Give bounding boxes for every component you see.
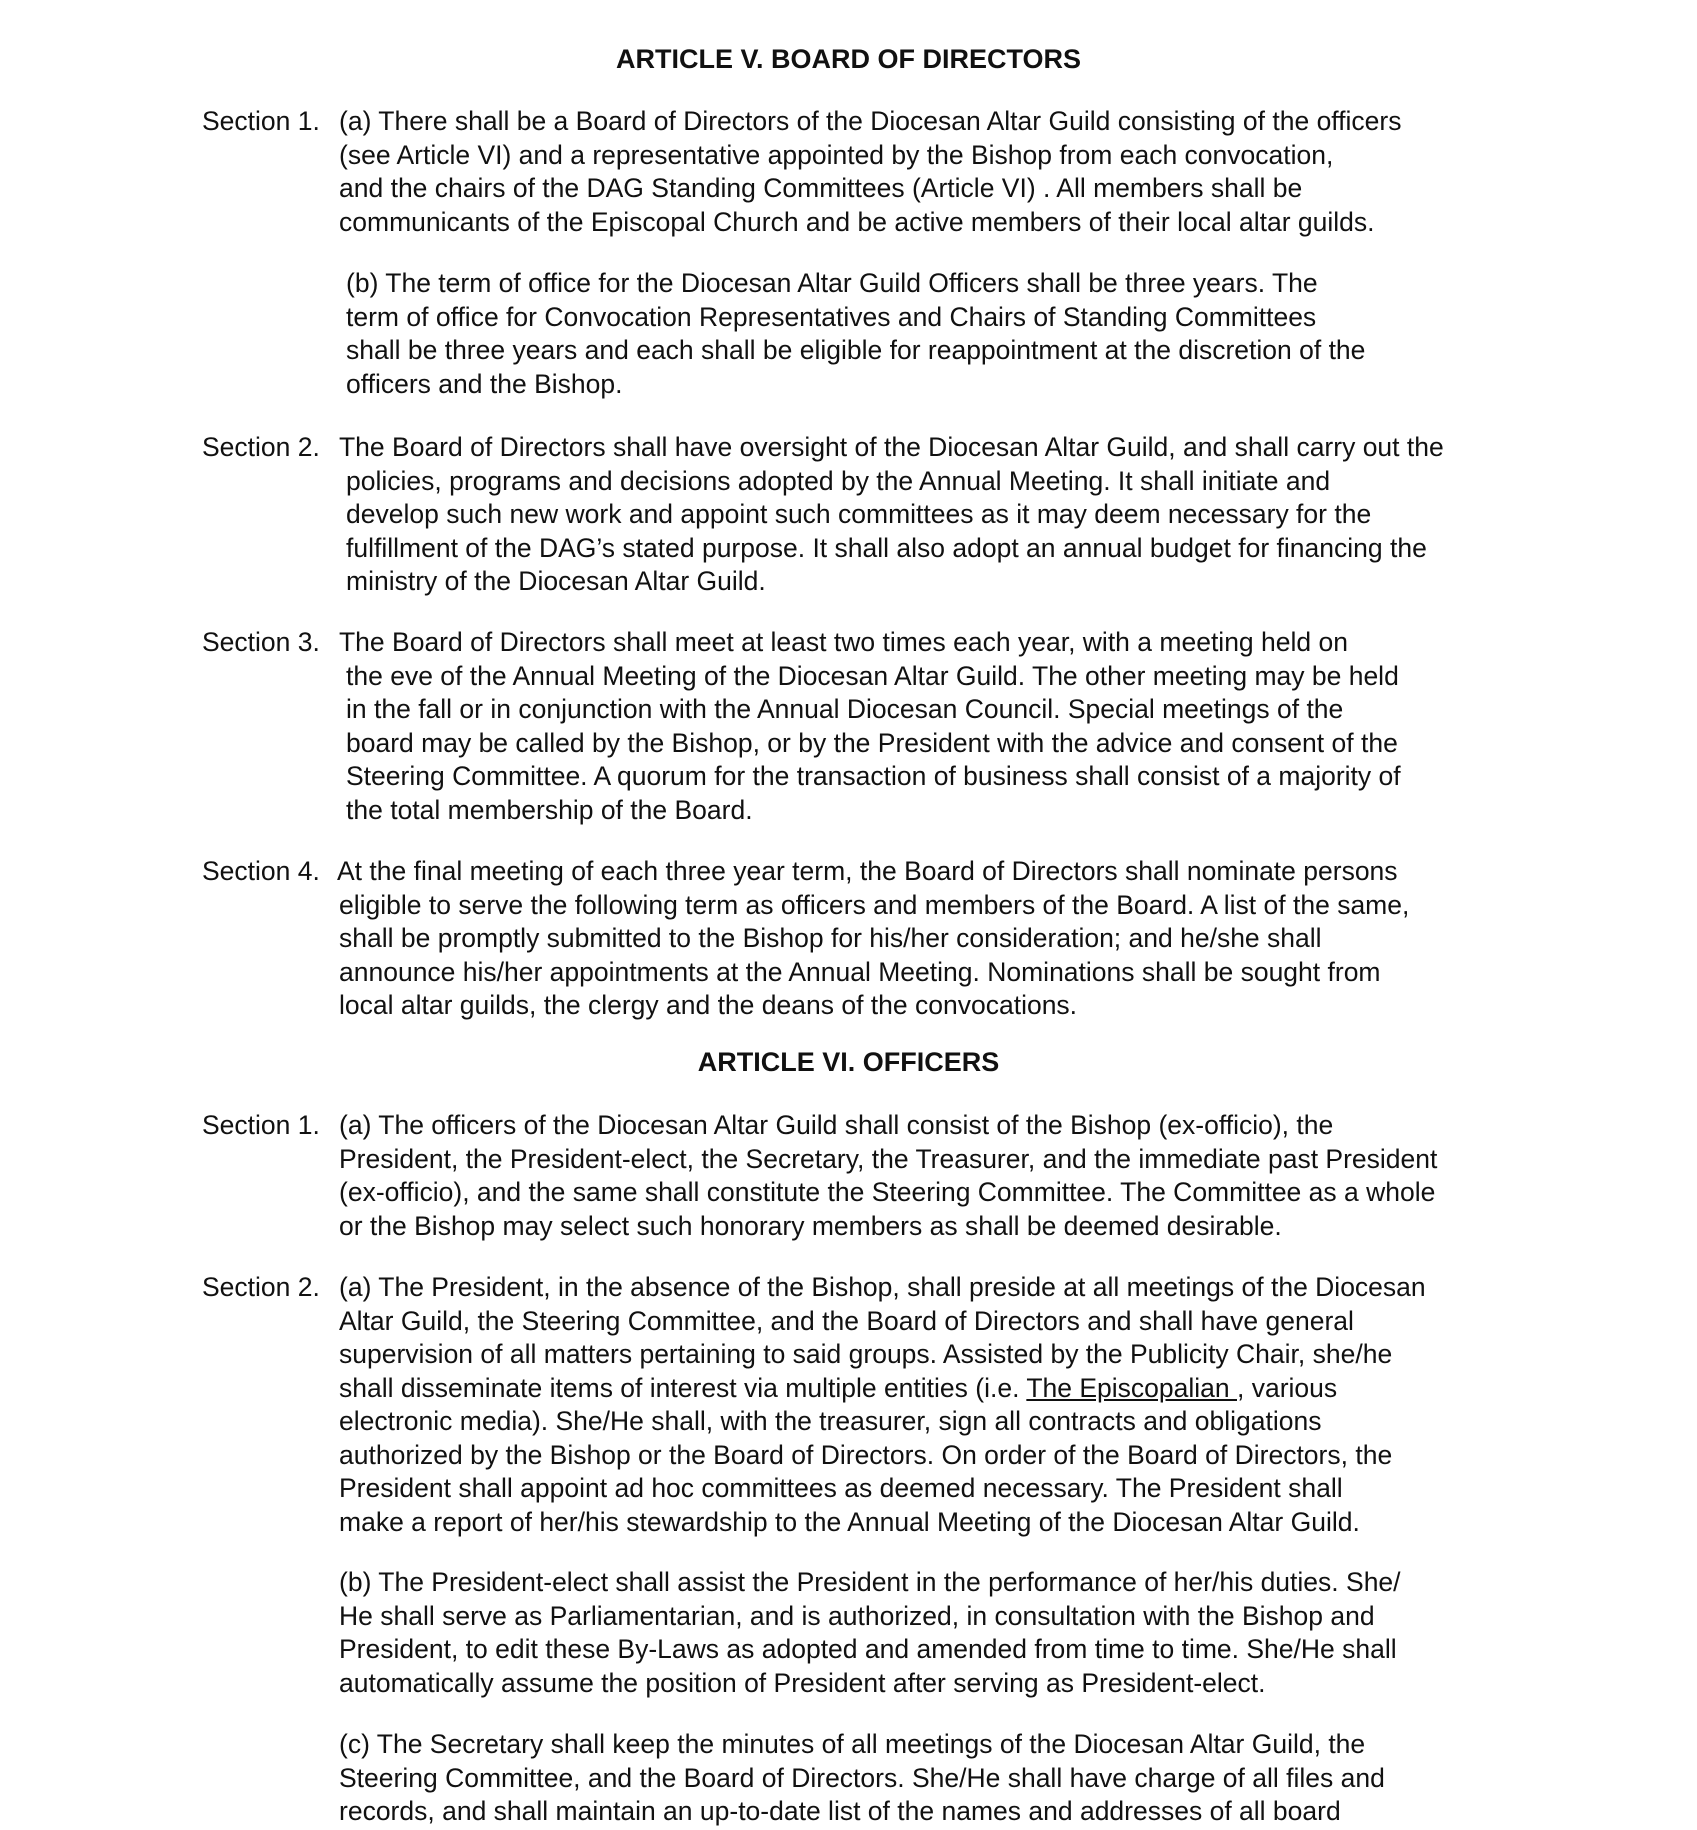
line-text: , various — [1237, 1373, 1338, 1403]
paragraph-line: The Board of Directors shall meet at least two times each year, with a meeting held on — [339, 627, 1348, 657]
paragraph-line: (see Article VI) and a representative appointed by the Bishop from each convocation, — [339, 140, 1334, 170]
paragraph-line: (b) The term of office for the Diocesan Altar Guild Officers shall be three years. The — [346, 268, 1318, 298]
paragraph-line: electronic media). She/He shall, with the treasurer, sign all contracts and obligations — [339, 1406, 1322, 1436]
paragraph-line: the total membership of the Board. — [346, 795, 753, 825]
paragraph-line: policies, programs and decisions adopted by the Annual Meeting. It shall initiate and — [346, 466, 1331, 496]
paragraph-line: President, the President-elect, the Secretary, the Treasurer, and the immediate past President — [339, 1144, 1438, 1174]
paragraph-line: fulfillment of the DAG’s stated purpose. It shall also adopt an annual budget for financing the — [346, 533, 1427, 563]
paragraph-line: term of office for Convocation Representatives and Chairs of Standing Committees — [346, 302, 1317, 332]
section-1-label: Section 1. — [202, 106, 320, 136]
paragraph-line: (c) The Secretary shall keep the minutes of all meetings of the Diocesan Altar Guild, the — [339, 1729, 1366, 1759]
paragraph-line: shall be promptly submitted to the Bishop for his/her consideration; and he/she shall — [339, 923, 1322, 953]
paragraph-line: board may be called by the Bishop, or by the President with the advice and consent of the — [346, 728, 1398, 758]
paragraph-line: officers and the Bishop. — [346, 369, 623, 399]
paragraph-line: He shall serve as Parliamentarian, and is authorized, in consultation with the Bishop and — [339, 1601, 1375, 1631]
paragraph-line: At the final meeting of each three year term, the Board of Directors shall nominate persons — [337, 856, 1398, 886]
paragraph-line: the eve of the Annual Meeting of the Diocesan Altar Guild. The other meeting may be held — [346, 661, 1399, 691]
paragraph-line: (a) The officers of the Diocesan Altar Guild shall consist of the Bishop (ex-officio), the — [339, 1110, 1334, 1140]
line-text: shall disseminate items of interest via multiple entities (i.e. — [339, 1373, 1027, 1403]
section-4-label: Section 4. — [202, 856, 320, 886]
paragraph-line: authorized by the Bishop or the Board of Directors. On order of the Board of Directors, the — [339, 1440, 1393, 1470]
paragraph-line: automatically assume the position of President after serving as President-elect. — [339, 1668, 1266, 1698]
paragraph-line: eligible to serve the following term as officers and members of the Board. A list of the same, — [339, 890, 1410, 920]
paragraph-line: Steering Committee. A quorum for the transaction of business shall consist of a majority of — [346, 761, 1401, 791]
paragraph-line: announce his/her appointments at the Annual Meeting. Nominations shall be sought from — [339, 957, 1381, 987]
paragraph-line: make a report of her/his stewardship to the Annual Meeting of the Diocesan Altar Guild. — [339, 1507, 1360, 1537]
section-1-label: Section 1. — [202, 1110, 320, 1140]
article-5-heading: ARTICLE V. BOARD OF DIRECTORS — [615, 44, 1082, 74]
paragraph-line: develop such new work and appoint such committees as it may deem necessary for the — [346, 499, 1372, 529]
paragraph-line: communicants of the Episcopal Church and be active members of their local altar guilds. — [339, 207, 1375, 237]
paragraph-line: in the fall or in conjunction with the Annual Diocesan Council. Special meetings of the — [346, 694, 1344, 724]
paragraph-line: President shall appoint ad hoc committees as deemed necessary. The President shall — [339, 1473, 1343, 1503]
section-2-label: Section 2. — [202, 432, 320, 462]
paragraph-line: supervision of all matters pertaining to said groups. Assisted by the Publicity Chair, she/he — [339, 1339, 1393, 1369]
section-3-label: Section 3. — [202, 627, 320, 657]
publication-title: The Episcopalian — [1026, 1373, 1237, 1403]
article-6-heading: ARTICLE VI. OFFICERS — [697, 1047, 1000, 1077]
paragraph-line: Altar Guild, the Steering Committee, and the Board of Directors and shall have general — [339, 1306, 1354, 1336]
paragraph-line — [339, 1373, 1337, 1404]
paragraph-line: records, and shall maintain an up-to-date list of the names and addresses of all board — [339, 1796, 1341, 1826]
paragraph-line: and the chairs of the DAG Standing Committees (Article VI) . All members shall be — [339, 173, 1303, 203]
paragraph-line: shall be three years and each shall be eligible for reappointment at the discretion of the — [346, 335, 1366, 365]
paragraph-line: (a) The President, in the absence of the Bishop, shall preside at all meetings of the Diocesan — [339, 1272, 1426, 1302]
paragraph-line: President, to edit these By-Laws as adopted and amended from time to time. She/He shall — [339, 1634, 1397, 1664]
paragraph-line: The Board of Directors shall have oversight of the Diocesan Altar Guild, and shall carry out the — [339, 432, 1444, 462]
paragraph-line: or the Bishop may select such honorary members as shall be deemed desirable. — [339, 1211, 1282, 1241]
paragraph-line: local altar guilds, the clergy and the deans of the convocations. — [339, 990, 1078, 1020]
section-2-label: Section 2. — [202, 1272, 320, 1302]
paragraph-line: ministry of the Diocesan Altar Guild. — [346, 566, 766, 596]
paragraph-line: (a) There shall be a Board of Directors of the Diocesan Altar Guild consisting of the officers — [339, 106, 1402, 136]
paragraph-line: Steering Committee, and the Board of Directors. She/He shall have charge of all files and — [339, 1763, 1385, 1793]
paragraph-line: (ex-officio), and the same shall constitute the Steering Committee. The Committee as a whole — [339, 1177, 1436, 1207]
paragraph-line: (b) The President-elect shall assist the President in the performance of her/his duties. She/ — [339, 1567, 1401, 1597]
